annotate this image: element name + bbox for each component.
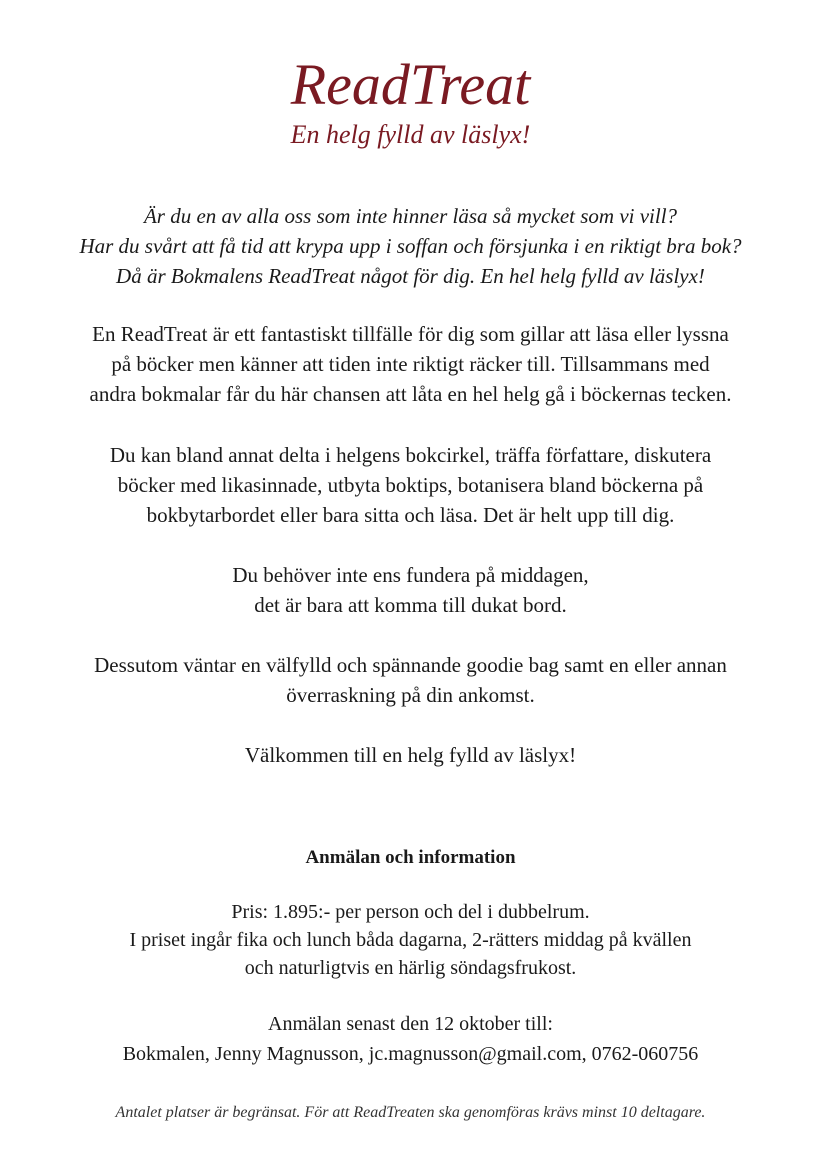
paragraph-line: Dessutom väntar en välfylld och spännande goodie bag samt en eller annan xyxy=(94,653,727,677)
price-line: och naturligtvis en härlig söndagsfrukost. xyxy=(244,957,577,979)
intro-line: Då är Bokmalens ReadTreat något för dig. En hel helg fylld av läslyx! xyxy=(116,264,705,288)
paragraph-line: andra bokmalar får du här chansen att låta en hel helg gå i böckernas tecken. xyxy=(89,382,732,406)
description-paragraph-4 xyxy=(0,650,821,710)
paragraph-line: på böcker men känner att tiden inte riktigt räcker till. Tillsammans med xyxy=(111,352,710,376)
welcome-text: Välkommen till en helg fylld av läslyx! xyxy=(244,743,577,767)
info-heading-text: Anmälan och information xyxy=(305,847,516,868)
description-paragraph-2 xyxy=(0,440,821,530)
signup-line: Anmälan senast den 12 oktober till: xyxy=(268,1013,553,1035)
intro-line: Har du svårt att få tid att krypa upp i soffan och försjunka i en riktigt bra bok? xyxy=(79,234,742,258)
paragraph-line: Du behöver inte ens fundera på middagen, xyxy=(232,563,589,587)
welcome-line xyxy=(0,740,821,770)
paragraph-line: överraskning på din ankomst. xyxy=(286,683,535,707)
signup-info xyxy=(0,1009,821,1069)
price-line: I priset ingår fika och lunch båda dagarna, 2-rätters middag på kvällen xyxy=(129,929,692,951)
logo-tagline: En helg fylld av läslyx! xyxy=(290,120,531,149)
capacity-note xyxy=(0,1102,821,1124)
intro-paragraph xyxy=(0,201,821,291)
paragraph-line: Du kan bland annat delta i helgens bokcirkel, träffa författare, diskutera xyxy=(109,443,712,467)
logo-title: ReadTreat xyxy=(290,52,531,117)
price-info xyxy=(0,898,821,982)
price-line: Pris: 1.895:- per person och del i dubbelrum. xyxy=(231,901,590,923)
paragraph-line: bokbytarbordet eller bara sitta och läsa. Det är helt upp till dig. xyxy=(146,503,675,527)
description-paragraph-1 xyxy=(0,319,821,409)
capacity-note-text: Antalet platser är begränsat. För att ReadTreaten ska genomföras krävs minst 10 deltagare. xyxy=(115,1104,706,1121)
paragraph-line: En ReadTreat är ett fantastiskt tillfälle för dig som gillar att läsa eller lyssna xyxy=(92,322,729,346)
readtreat-logo xyxy=(0,48,821,150)
paragraph-line: böcker med likasinnade, utbyta boktips, botanisera bland böckerna på xyxy=(117,473,704,497)
info-heading xyxy=(0,843,821,873)
intro-line: Är du en av alla oss som inte hinner läsa så mycket som vi vill? xyxy=(143,204,678,228)
paragraph-line: det är bara att komma till dukat bord. xyxy=(254,593,567,617)
signup-contact: Bokmalen, Jenny Magnusson, jc.magnusson@gmail.com, 0762-060756 xyxy=(122,1043,699,1065)
description-paragraph-3 xyxy=(0,560,821,620)
